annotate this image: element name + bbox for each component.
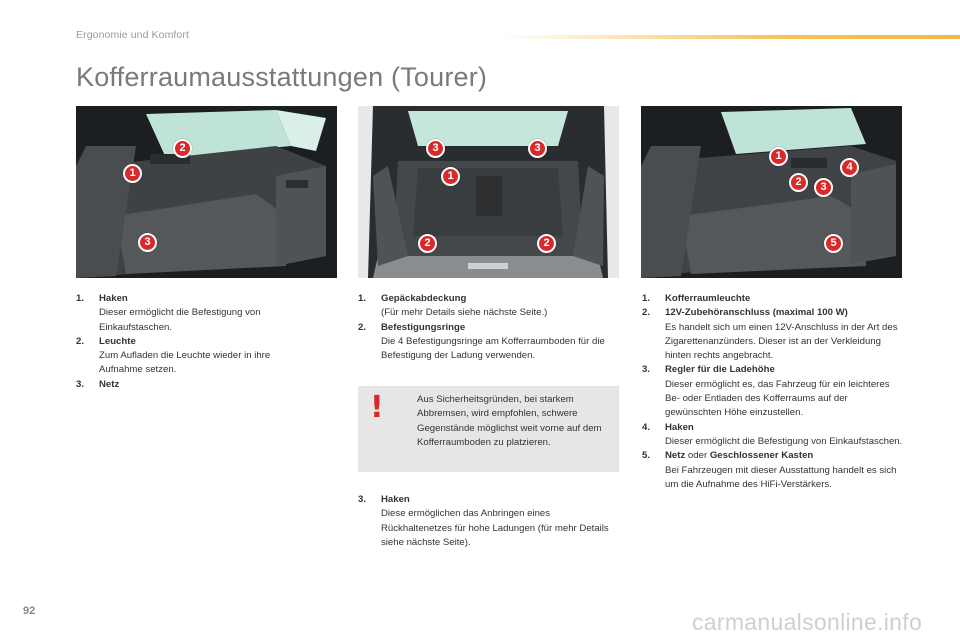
item-title: Netz: [99, 378, 120, 390]
item-number: 3.: [642, 364, 651, 376]
legend-middle-hooks: [358, 493, 620, 550]
item-number: 3.: [76, 378, 85, 390]
trunk-left-illustration: [76, 106, 337, 278]
trunk-photo-left: [76, 106, 337, 278]
item-title-a: Netz: [665, 450, 686, 462]
callout-3b: 3: [528, 139, 547, 158]
legend-item: [358, 493, 620, 550]
page-title: Kofferraumausstattungen (Tourer): [76, 62, 488, 92]
legend-item: [76, 335, 316, 378]
trunk-right-illustration: [641, 106, 902, 278]
item-title: 12V-Zubehöranschluss (maximal 100 W): [665, 307, 848, 319]
legend-right: [642, 292, 904, 492]
item-number: 2.: [642, 307, 651, 319]
item-number: 1.: [642, 293, 651, 304]
item-description: Dieser ermöglicht die Befestigung von Einkaufstaschen.: [665, 435, 903, 447]
callout-3a: 3: [426, 139, 445, 158]
trunk-middle-illustration: [358, 106, 619, 278]
callout-2: 2: [789, 173, 808, 192]
item-number: 4.: [642, 421, 651, 433]
warning-text: Aus Sicherheitsgründen, bei starkem Abbremsen, wird empfohlen, schwere Gegenstände möglichst weit vorne auf dem Kofferraumboden zu platzieren.: [417, 394, 602, 448]
item-title-b: Geschlossener Kasten: [709, 450, 814, 462]
legend-middle: [358, 292, 620, 363]
legend-item: [642, 292, 904, 306]
legend-item: [76, 292, 316, 335]
callout-1: 1: [123, 164, 142, 183]
item-number: 2.: [358, 321, 367, 333]
item-title-connector: oder: [685, 450, 710, 462]
callout-3: 3: [814, 178, 833, 197]
legend-item: [642, 363, 904, 420]
item-description: Bei Fahrzeugen mit dieser Ausstattung handelt es sich um die Aufnahme des HiFi-Verstärkers.: [665, 464, 897, 490]
item-description: Die 4 Befestigungsringe am Kofferraumboden für die Befestigung der Ladung verwenden.: [381, 335, 605, 362]
legend-item: [358, 292, 620, 321]
item-title: Gepäckabdeckung: [381, 293, 467, 304]
callout-1: 1: [441, 167, 460, 186]
item-title: Befestigungsringe: [381, 321, 466, 333]
callout-2: 2: [173, 139, 192, 158]
legend-item: [358, 321, 620, 364]
section-header: Ergonomie und Komfort: [76, 29, 189, 41]
legend-item: [76, 378, 316, 392]
item-title: Regler für die Ladehöhe: [665, 364, 775, 376]
item-number: 1.: [76, 293, 85, 304]
item-title: Haken: [381, 494, 410, 505]
exclamation-icon: !: [370, 390, 384, 425]
legend-item: [642, 449, 904, 492]
legend-left: [76, 292, 316, 392]
trunk-photo-middle: [358, 106, 619, 278]
item-number: 2.: [76, 335, 85, 347]
item-description: (Für mehr Details siehe nächste Seite.): [381, 307, 548, 319]
item-description: Dieser ermöglicht es, das Fahrzeug für ein leichteres Be- oder Entladen des Kofferraums auf der gewünschten Höhe einzustellen.: [665, 378, 890, 419]
item-description: Zum Aufladen die Leuchte wieder in ihre Aufnahme setzen.: [99, 350, 271, 376]
item-title: Kofferraumleuchte: [665, 293, 751, 304]
item-number: 3.: [358, 494, 367, 505]
item-number: 1.: [358, 293, 367, 304]
item-description: Es handelt sich um einen 12V-Anschluss in der Art des Zigarettenanzünders. Dieser ist an der Verkleidung hinten rechts angebracht.: [665, 321, 898, 362]
item-title: Leuchte: [99, 335, 136, 347]
item-description: Dieser ermöglicht die Befestigung von Einkaufstaschen.: [99, 307, 261, 333]
page-number: 92: [23, 605, 36, 617]
callout-4: 4: [840, 158, 859, 177]
callout-1: 1: [769, 147, 788, 166]
item-title: Haken: [99, 293, 128, 304]
legend-item: [642, 306, 904, 363]
trunk-photo-right: [641, 106, 902, 278]
safety-warning-box: [358, 386, 619, 472]
callout-5: 5: [824, 234, 843, 253]
item-number: 5.: [642, 450, 651, 462]
legend-item: [642, 421, 904, 450]
item-title-combined: [665, 449, 904, 463]
item-title: Haken: [665, 421, 694, 433]
callout-2a: 2: [418, 234, 437, 253]
callout-2b: 2: [537, 234, 556, 253]
callout-3: 3: [138, 233, 157, 252]
item-description: Diese ermöglichen das Anbringen eines Rückhaltenetzes für hohe Ladungen (für mehr Details siehe nächste Seite).: [381, 508, 609, 548]
watermark: carmanualsonline.info: [692, 609, 923, 635]
header-accent-bar: [500, 35, 960, 39]
